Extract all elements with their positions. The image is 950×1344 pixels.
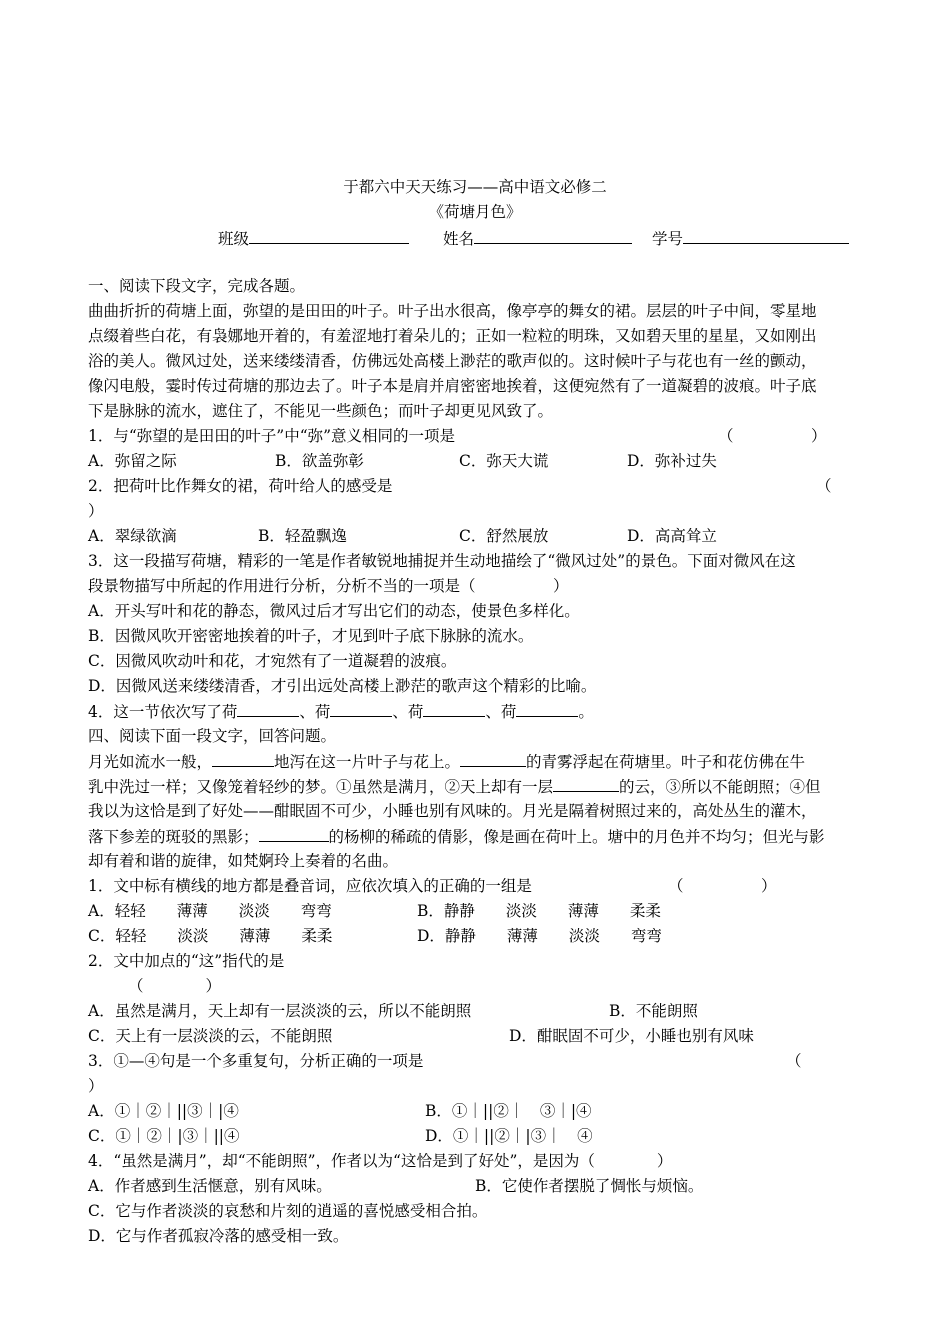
passage1-line: 曲曲折折的荷塘上面，弥望的是田田的叶子。叶子出水很高，像亭亭的舞女的裙。层层的叶子中间，零星地: [88, 302, 817, 320]
s1-q3-stem: 段景物描写中所起的作用进行分析，分析不当的一项是（ ）: [88, 577, 569, 595]
s2-q1-option-c[interactable]: C．轻轻 淡淡 薄薄 柔柔: [88, 927, 333, 945]
s1-q2-option-d[interactable]: D．高高耸立: [627, 527, 717, 545]
s1-q4-end: 。: [578, 703, 594, 721]
s2-q1-option-a[interactable]: A．轻轻 薄薄 淡淡 弯弯: [88, 902, 332, 920]
s1-q4-prefix: 4．这一节依次写了荷: [88, 703, 238, 721]
passage2-line: [88, 801, 817, 821]
page-subtitle: 《荷塘月色》: [428, 203, 522, 221]
s1-q3-option-d[interactable]: D．因微风送来缕缕清香，才引出远处高楼上渺茫的歌声这个精彩的比喻。: [88, 677, 597, 695]
page-title: 于都六中天天练习——高中语文必修二: [343, 178, 607, 196]
fill-blank[interactable]: [259, 826, 329, 842]
s2-q4-stem: 4．“虽然是满月”，却“不能朗照”，作者以为“这恰是到了好处”，是因为（ ）: [88, 1152, 673, 1170]
s1-q3-option-c[interactable]: C．因微风吹动叶和花，才宛然有了一道凝碧的波痕。: [88, 652, 457, 670]
passage1-line: 点缀着些白花，有袅娜地开着的，有羞涩地打着朵儿的；正如一粒粒的明珠，又如碧天里的星星，又如刚出: [88, 327, 817, 345]
s1-q1-option-d[interactable]: D．弥补过失: [627, 452, 717, 470]
passage2-text: 月光如流水一般，: [88, 753, 213, 771]
s2-q1-paren: （ ）: [668, 877, 777, 895]
s1-q3-stem: 3．这一段描写荷塘，精彩的一笔是作者敏锐地捕捉并生动地描绘了“微风过处”的景色。下面对微风在这: [88, 552, 796, 570]
s2-q3-option-c[interactable]: C．①｜②｜|③｜||④: [88, 1127, 240, 1145]
name-label: 姓名: [443, 230, 475, 248]
fill-blank[interactable]: [212, 751, 274, 767]
passage1-line: 下是脉脉的流水，遮住了，不能见一些颜色；而叶子却更见风致了。: [88, 402, 554, 420]
s2-q3-option-b[interactable]: B．①｜||②｜ ③｜|④: [425, 1102, 592, 1120]
passage2-text: 的青雾浮起在荷塘里。叶子和花仿佛在牛: [526, 753, 806, 771]
fill-blank[interactable]: [237, 701, 299, 717]
passage2-text: 的杨柳的稀疏的倩影，像是画在荷叶上。塘中的月色并不均匀；但光与影: [328, 828, 825, 846]
dotted-this-word: 这: [134, 802, 151, 820]
s2-q3-paren-close: ）: [88, 1077, 104, 1095]
s2-q2-option-a[interactable]: A．虽然是满月，天上却有一层淡淡的云，所以不能朗照: [88, 1002, 472, 1020]
s2-q3-option-d[interactable]: D．①｜||②｜|③｜ ④: [425, 1127, 593, 1145]
s1-q1-option-c[interactable]: C．弥天大谎: [459, 452, 549, 470]
s1-q4-sep: 、荷: [392, 703, 424, 721]
s2-q3-option-a[interactable]: A．①｜②｜||③｜|④: [88, 1102, 239, 1120]
fill-blank[interactable]: [423, 701, 485, 717]
passage2-line: 却有着和谐的旋律，如梵婀玲上奏着的名曲。: [88, 852, 399, 870]
class-field: [218, 228, 409, 249]
section1-heading: 一、阅读下段文字，完成各题。: [88, 277, 306, 295]
class-label: 班级: [218, 230, 250, 248]
name-field: [443, 228, 632, 249]
s2-q1-option-b[interactable]: B．静静 淡淡 薄薄 柔柔: [417, 902, 661, 920]
s1-q1-option-a[interactable]: A．弥留之际: [88, 452, 177, 470]
s2-q2-paren: （ ）: [128, 977, 222, 995]
s1-q1-option-b[interactable]: B．欲盖弥彰: [275, 452, 364, 470]
section2-heading: 四、阅读下面一段文字，回答问题。: [88, 727, 337, 745]
s2-q3-stem: 3．①—④句是一个多重复句，分析正确的一项是: [88, 1052, 424, 1070]
passage2-text: 恰是到了好处——酣眠固不可少，小睡也别有风味的。月光是隔着树照过来的，高处丛生的灌木，: [150, 802, 817, 820]
fill-blank[interactable]: [553, 776, 619, 792]
passage1-line: 浴的美人。微风过处，送来缕缕清香，仿佛远处高楼上渺茫的歌声似的。这时候叶子与花也有一丝的颤动，: [88, 352, 817, 370]
passage2-text: 地泻在这一片叶子与花上。: [274, 753, 461, 771]
s2-q2-stem: 2．文中加点的“这”指代的是: [88, 952, 285, 970]
s2-q2-option-d[interactable]: D．酣眠固不可少，小睡也别有风味: [509, 1027, 754, 1045]
fill-blank[interactable]: [330, 701, 392, 717]
s2-q1-stem: 1．文中标有横线的地方都是叠音词，应依次填入的正确的一组是: [88, 877, 532, 895]
s2-q4-option-d[interactable]: D．它与作者孤寂冷落的感受相一致。: [88, 1227, 349, 1245]
s2-q4-option-b[interactable]: B．它使作者摆脱了惆怅与烦恼。: [475, 1177, 704, 1195]
s1-q4-sep: 、荷: [485, 703, 517, 721]
passage2-text: 乳中洗过一样；又像笼着轻纱的梦。①虽然是满月，②天上却有一层: [88, 778, 554, 796]
s1-q2-option-c[interactable]: C．舒然展放: [459, 527, 549, 545]
passage2-text: 我以为: [88, 802, 135, 820]
name-blank[interactable]: [474, 228, 632, 244]
passage2-line: [88, 776, 821, 797]
s2-q4-option-c[interactable]: C．它与作者淡淡的哀愁和片刻的逍遥的喜悦感受相合拍。: [88, 1202, 488, 1220]
number-blank[interactable]: [683, 228, 849, 244]
class-blank[interactable]: [249, 228, 409, 244]
s2-q3-paren-open: （: [786, 1052, 802, 1070]
s1-q2-paren-open: （: [816, 477, 832, 495]
passage2-line: [88, 751, 805, 772]
s1-q2-option-b[interactable]: B．轻盈飘逸: [258, 527, 347, 545]
passage2-text: 的云，③所以不能朗照；④但: [619, 778, 821, 796]
passage1-line: 像闪电般，霎时传过荷塘的那边去了。叶子本是肩并肩密密地挨着，这便宛然有了一道凝碧的波痕。叶子底: [88, 377, 817, 395]
passage2-text: 落下参差的斑驳的黑影；: [88, 828, 259, 846]
s1-q1-stem: 1．与“弥望的是田田的叶子”中“弥”意义相同的一项是: [88, 427, 456, 445]
s1-q3-option-a[interactable]: A．开头写叶和花的静态，微风过后才写出它们的动态，使景色多样化。: [88, 602, 580, 620]
s1-q2-paren-close: ）: [88, 502, 104, 520]
s1-q3-option-b[interactable]: B．因微风吹开密密地挨着的叶子，才见到叶子底下脉脉的流水。: [88, 627, 534, 645]
s1-q4: [88, 701, 594, 722]
s1-q2-option-a[interactable]: A．翠绿欲滴: [88, 527, 177, 545]
number-field: [652, 228, 849, 249]
s2-q4-option-a[interactable]: A．作者感到生活惬意，别有风味。: [88, 1177, 332, 1195]
s2-q2-option-b[interactable]: B．不能朗照: [609, 1002, 698, 1020]
passage2-line: [88, 826, 825, 847]
s1-q4-sep: 、荷: [299, 703, 331, 721]
s2-q2-option-c[interactable]: C．天上有一层淡淡的云，不能朗照: [88, 1027, 333, 1045]
s1-q2-stem: 2．把荷叶比作舞女的裙，荷叶给人的感受是: [88, 477, 393, 495]
s2-q1-option-d[interactable]: D．静静 薄薄 淡淡 弯弯: [417, 927, 662, 945]
fill-blank[interactable]: [516, 701, 578, 717]
number-label: 学号: [652, 230, 684, 248]
s1-q1-paren: （ ）: [718, 427, 827, 445]
fill-blank[interactable]: [460, 751, 526, 767]
